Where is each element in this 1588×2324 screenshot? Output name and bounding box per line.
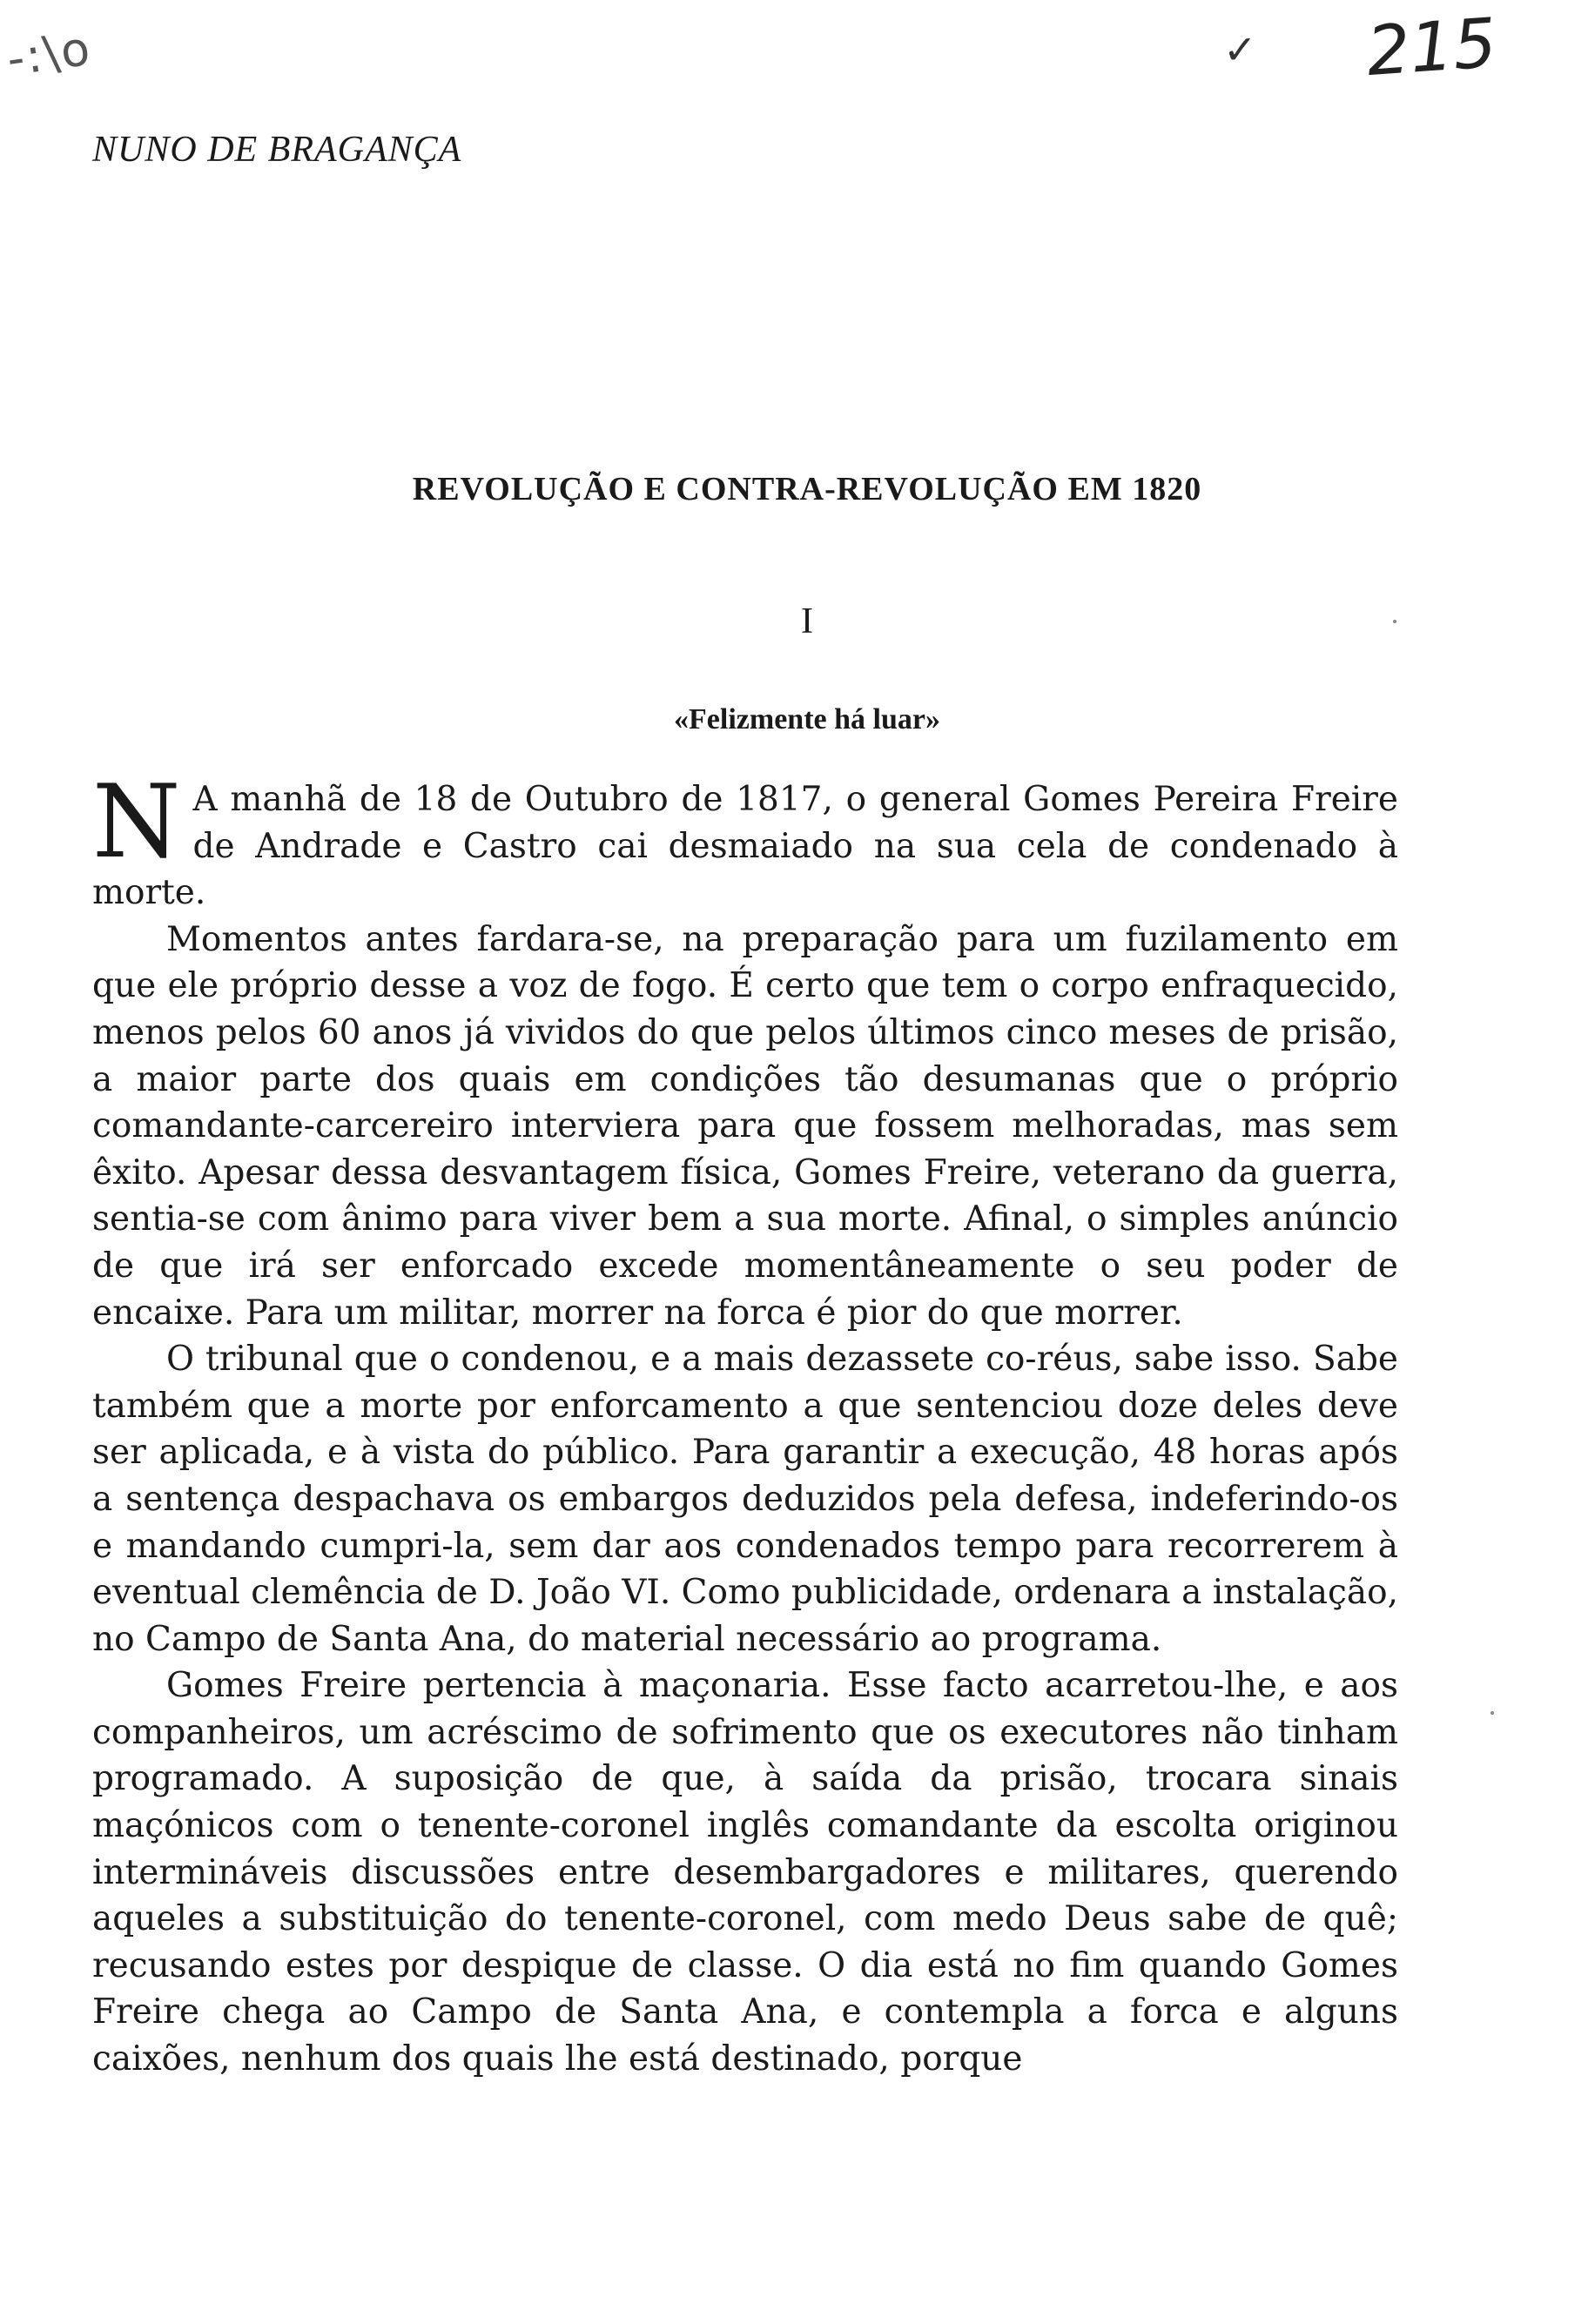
body-text: [92, 763, 1398, 2083]
paragraph-2: Momentos antes fardara-se, na preparação para um fuzilamento em que ele próprio desse a voz de fogo. É certo que tem o corpo enfraquecido, menos pelos 60 anos já vividos do que pelos últimos cinco meses de prisão, a maior parte dos quais em condições tão desumanas que o próprio comandante-carcereiro interviera para que fossem melhoradas, mas sem êxito. Apesar dessa desvantagem física, Gomes Freire, veterano da guerra, sentia-se com ânimo para viver bem a sua morte. Afinal, o simples anúncio de que irá ser enforcado excede momentâneamente o seu poder de encaixe. Para um militar, morrer na forca é pior do que morrer.: [92, 919, 1398, 1333]
drop-cap: N: [92, 763, 181, 881]
paragraph-3: O tribunal que o condenou, e a mais dezassete co-réus, sabe isso. Sabe também que a morte por enforcamento a que sentenciou doze deles deve ser aplicada, e à vista do público. Para garantir a execução, 48 horas após a sentença despachava os embargos deduzidos pela defesa, indeferindo-os e mandando cumpri-la, sem dar aos condenados tempo para recorrerem à eventual clemência de D. João VI. Como publicidade, ordenara a instalação, no Campo de Santa Ana, do material necessário ao programa.: [92, 1340, 1398, 1659]
scan-speck: [1393, 620, 1396, 623]
paragraph-1: [92, 763, 1398, 917]
chapter-title: REVOLUÇÃO E CONTRA-REVOLUÇÃO EM 1820: [412, 471, 1202, 507]
section-subtitle: «Felizmente há luar»: [674, 703, 940, 735]
section-numeral: I: [801, 601, 813, 641]
paragraph-4: Gomes Freire pertencia à maçonaria. Esse facto acarretou-lhe, e aos companheiros, um acréscimo de sofrimento que os executores não tinham programado. A suposição de que, à saída da prisão, trocara sinais maçónicos com o tenente-coronel inglês comandante da escolta originou intermináveis discussões entre desembargadores e militares, querendo aqueles a substituição do tenente-coronel, com medo Deus sabe de quê; recusando estes por despique de classe. O dia está no fim quando Gomes Freire chega ao Campo de Santa Ana, e contempla a forca e alguns caixões, nenhum dos quais lhe está destinado, porque: [92, 1666, 1398, 2079]
paragraph-1-text: A manhã de 18 de Outubro de 1817, o general Gomes Pereira Freire de Andrade e Castro cai desmaiado na sua cela de condenado à morte.: [92, 780, 1398, 913]
author-header: NUNO DE BRAGANÇA: [92, 130, 462, 170]
handwritten-page-number: 215: [1364, 3, 1499, 92]
scan-speck: [1490, 1711, 1494, 1715]
handwritten-check-mark: ✓: [1223, 26, 1257, 73]
handwritten-margin-note: -:\o: [3, 20, 95, 87]
